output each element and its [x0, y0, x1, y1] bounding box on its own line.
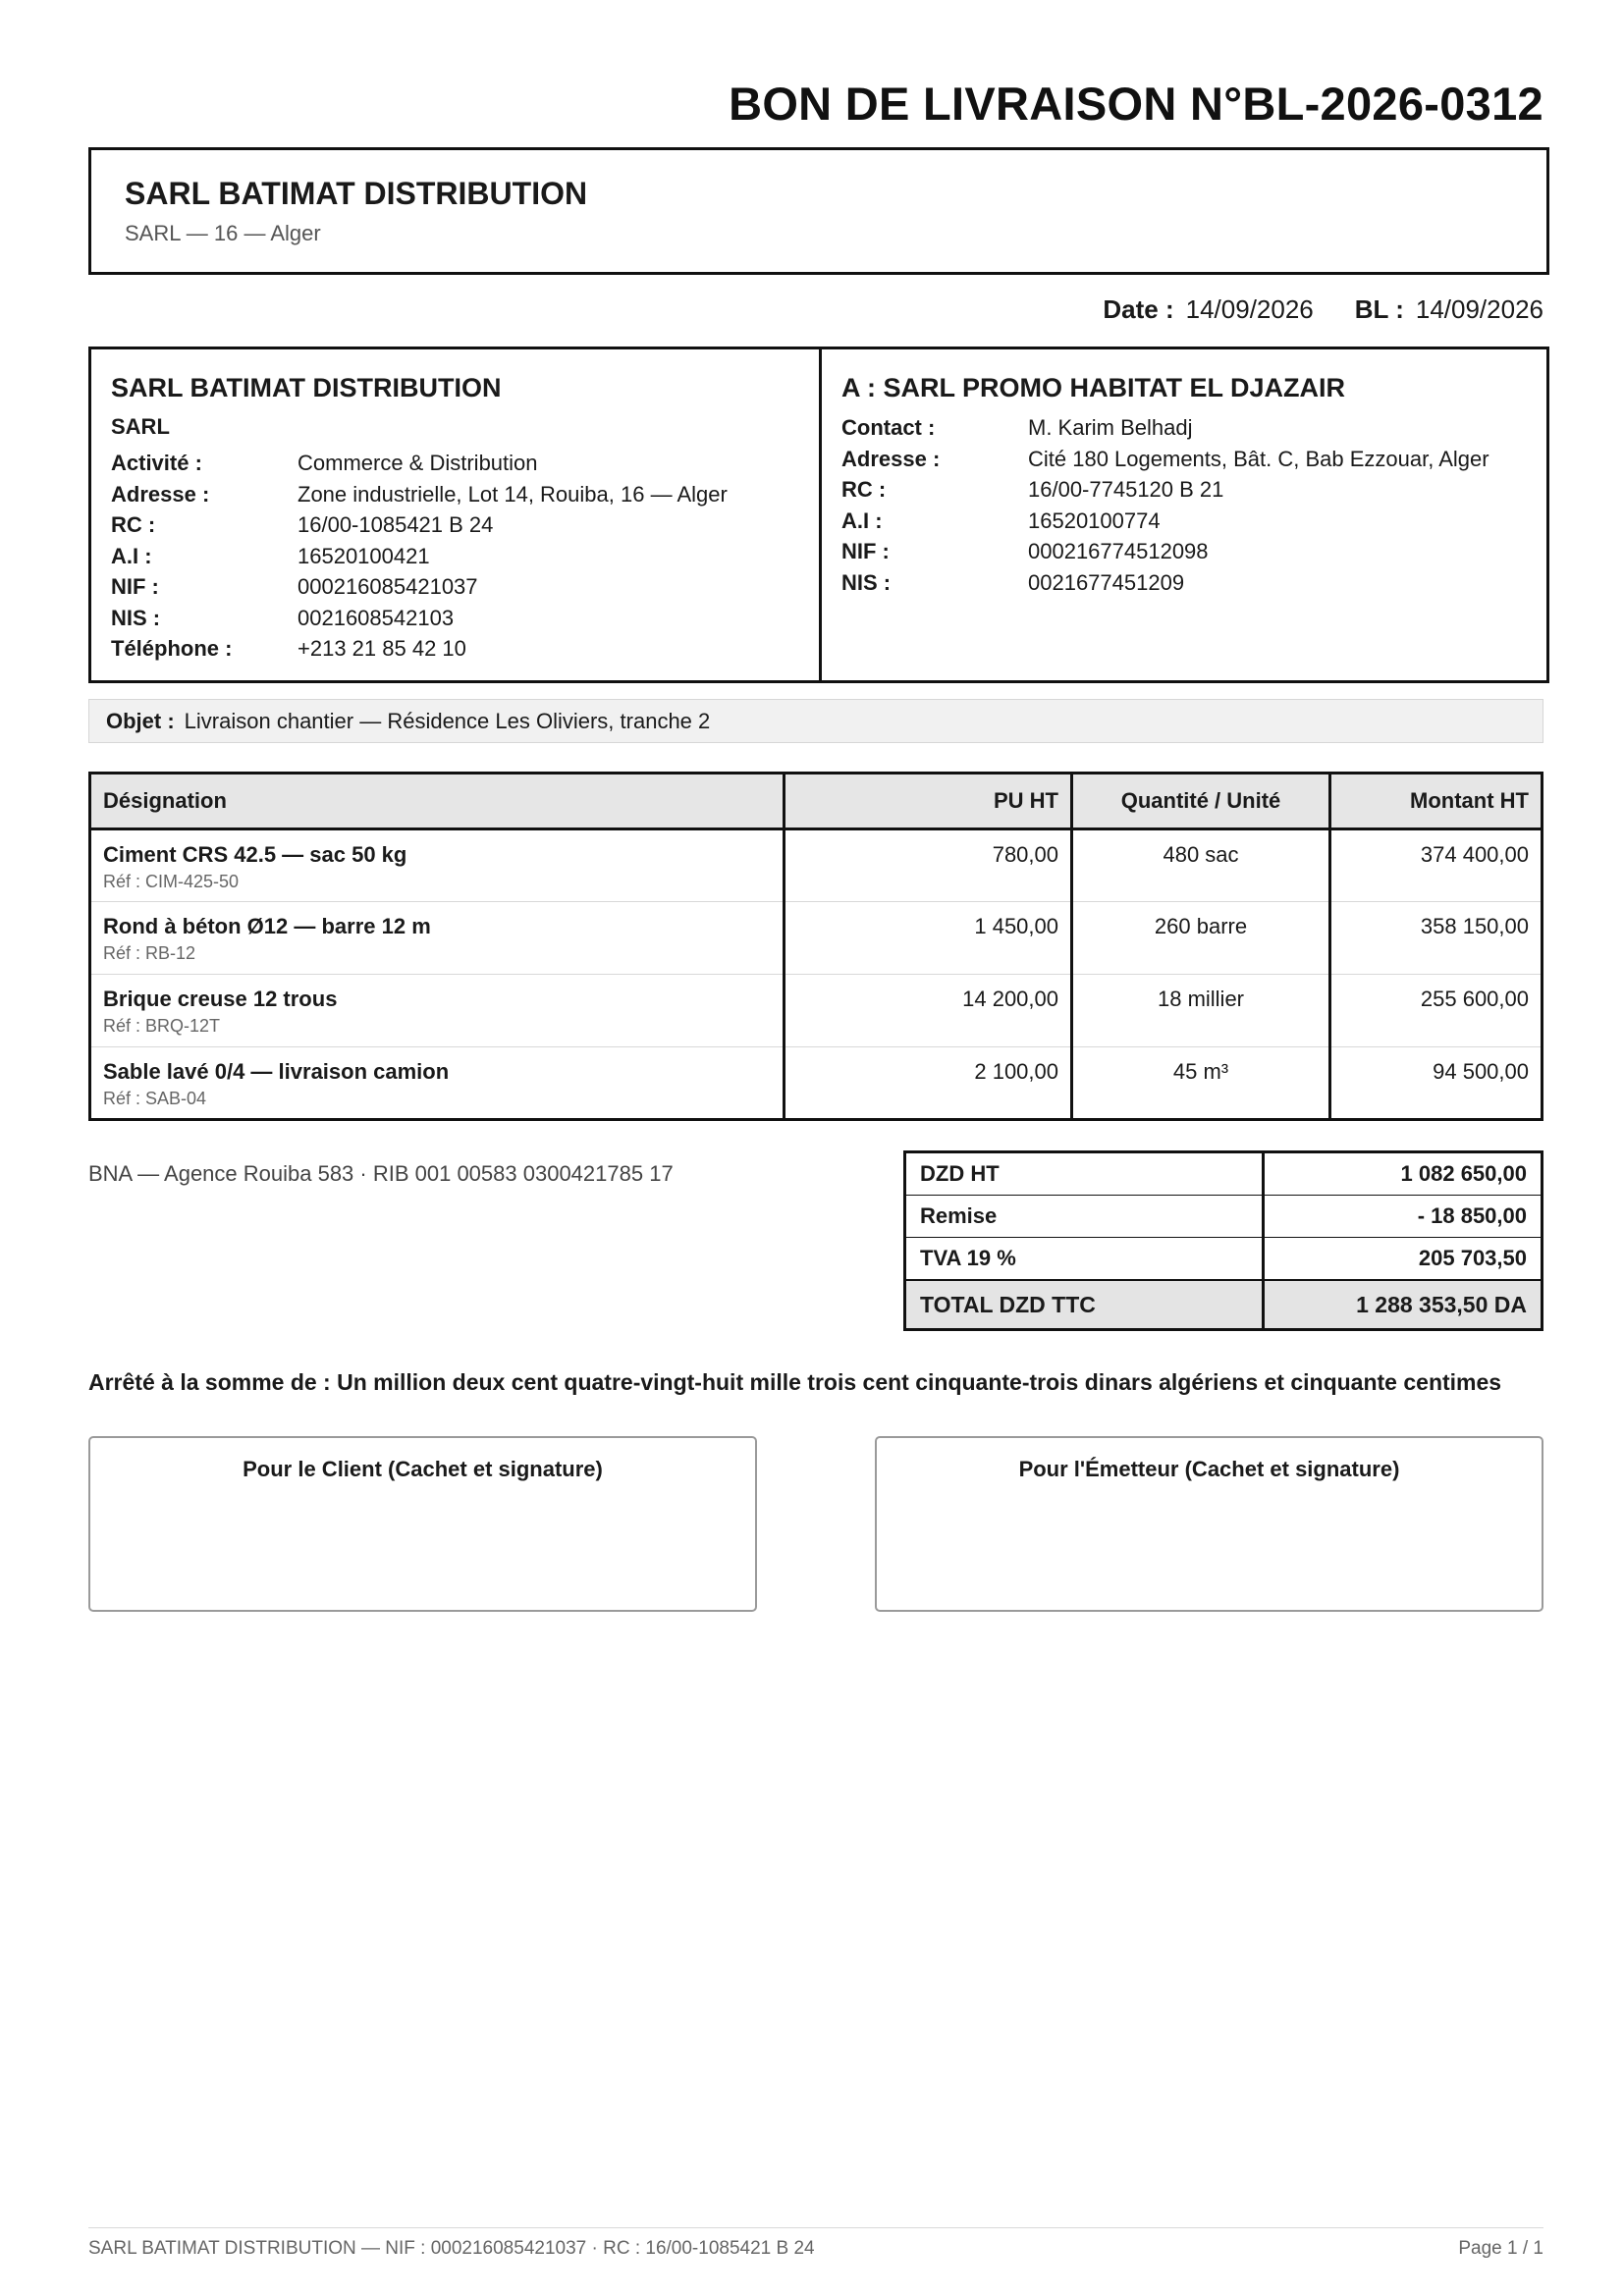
- table-row: [90, 829, 1543, 902]
- totals-label: DZD HT: [905, 1152, 1264, 1196]
- item-name: Brique creuse 12 trous: [103, 987, 338, 1011]
- issuer-field-activite: Activité : Commerce & Distribution: [111, 451, 538, 475]
- item-pu: 14 200,00: [785, 975, 1072, 1047]
- totals-row-tva: [905, 1238, 1543, 1281]
- item-name: Ciment CRS 42.5 — sac 50 kg: [103, 842, 407, 867]
- items-table: [88, 772, 1543, 1121]
- client-field-ai: A.I : 16520100774: [841, 507, 1161, 533]
- header-quantite: Quantité / Unité: [1072, 774, 1330, 829]
- item-amount: 374 400,00: [1330, 829, 1543, 902]
- client-field-nif: NIF : 000216774512098: [841, 539, 1209, 563]
- totals-value: - 18 850,00: [1264, 1196, 1543, 1238]
- issuer-name: SARL BATIMAT DISTRIBUTION: [111, 373, 502, 402]
- item-designation-cell: [90, 1047, 785, 1120]
- client-field-adresse: Adresse : Cité 180 Logements, Bât. C, Bab Ezzouar, Alger: [841, 446, 1489, 471]
- issuer-field-ai: A.I : 16520100421: [111, 543, 430, 568]
- date-line: [1103, 294, 1543, 325]
- issuer-header-name: SARL BATIMAT DISTRIBUTION: [125, 176, 588, 211]
- item-ref: Réf : RB-12: [103, 943, 196, 963]
- totals-row-ttc: [905, 1280, 1543, 1330]
- item-ref: Réf : CIM-425-50: [103, 872, 240, 891]
- item-designation-cell: [90, 829, 785, 902]
- footer-company-info: SARL BATIMAT DISTRIBUTION — NIF : 000216085421037 · RC : 16/00-1085421 B 24: [88, 2238, 815, 2259]
- issuer-details: [91, 349, 819, 680]
- bank-details: BNA — Agence Rouiba 583 · RIB 001 00583 0300421785 17: [88, 1161, 674, 1186]
- totals-table: [903, 1150, 1543, 1331]
- parties-block: [88, 347, 1549, 683]
- item-qty: 18 millier: [1072, 975, 1330, 1047]
- table-row: [90, 1047, 1543, 1120]
- client-details: [819, 349, 1546, 680]
- item-amount: 255 600,00: [1330, 975, 1543, 1047]
- emitter-signature-box: [875, 1436, 1543, 1612]
- table-row: [90, 902, 1543, 975]
- item-amount: 94 500,00: [1330, 1047, 1543, 1120]
- items-header-row: [90, 774, 1543, 829]
- client-name: A : SARL PROMO HABITAT EL DJAZAIR: [841, 373, 1345, 402]
- issuer-header-box: [88, 147, 1549, 275]
- item-designation-cell: [90, 975, 785, 1047]
- item-name: Sable lavé 0/4 — livraison camion: [103, 1059, 450, 1084]
- item-pu: 2 100,00: [785, 1047, 1072, 1120]
- totals-label: TVA 19 %: [905, 1238, 1264, 1281]
- issuer-field-rc: RC : 16/00-1085421 B 24: [111, 512, 494, 537]
- item-qty: 260 barre: [1072, 902, 1330, 975]
- document-title: BON DE LIVRAISON N°BL-2026-0312: [729, 78, 1543, 130]
- table-row: [90, 975, 1543, 1047]
- objet-bar: [88, 699, 1543, 743]
- amount-in-words: Arrêté à la somme de : Un million deux cent quatre-vingt-huit mille trois cent cinquante-trois dinars algériens et cinquante centimes: [88, 1369, 1502, 1395]
- issuer-field-nis: NIS : 0021608542103: [111, 605, 455, 630]
- item-ref: Réf : SAB-04: [103, 1089, 207, 1108]
- objet-label: Objet :: [106, 709, 175, 733]
- item-ref: Réf : BRQ-12T: [103, 1016, 221, 1036]
- header-designation: Désignation: [90, 774, 785, 829]
- header-montant-ht: Montant HT: [1330, 774, 1543, 829]
- emitter-signature-label: Pour l'Émetteur (Cachet et signature): [1018, 1457, 1400, 1481]
- date-value: 14/09/2026: [1185, 294, 1314, 324]
- item-qty: 45 m³: [1072, 1047, 1330, 1120]
- client-field-rc: RC : 16/00-7745120 B 21: [841, 477, 1224, 502]
- totals-value: 205 703,50: [1264, 1238, 1543, 1281]
- issuer-header-subtitle: SARL — 16 — Alger: [125, 221, 321, 245]
- issuer-legal-form: SARL: [111, 414, 170, 439]
- item-qty: 480 sac: [1072, 829, 1330, 902]
- item-amount: 358 150,00: [1330, 902, 1543, 975]
- client-field-contact: Contact : M. Karim Belhadj: [841, 415, 1193, 440]
- totals-value: 1 082 650,00: [1264, 1152, 1543, 1196]
- item-designation-cell: [90, 902, 785, 975]
- totals-row-remise: [905, 1196, 1543, 1238]
- client-field-nis: NIS : 0021677451209: [841, 569, 1185, 595]
- totals-value: 1 288 353,50 DA: [1264, 1280, 1543, 1330]
- totals-row-ht: [905, 1152, 1543, 1196]
- item-pu: 780,00: [785, 829, 1072, 902]
- footer-page-number: Page 1 / 1: [1458, 2238, 1543, 2259]
- totals-label: TOTAL DZD TTC: [905, 1280, 1264, 1330]
- totals-label: Remise: [905, 1196, 1264, 1238]
- bl-value: 14/09/2026: [1415, 294, 1543, 324]
- header-pu-ht: PU HT: [785, 774, 1072, 829]
- client-signature-box: [88, 1436, 757, 1612]
- issuer-field-adresse: Adresse : Zone industrielle, Lot 14, Rouiba, 16 — Alger: [111, 481, 728, 507]
- objet-value: Livraison chantier — Résidence Les Oliviers, tranche 2: [184, 709, 711, 733]
- bl-label: BL :: [1354, 294, 1404, 324]
- issuer-field-telephone: Téléphone : +213 21 85 42 10: [111, 636, 466, 661]
- date-label: Date :: [1103, 294, 1174, 324]
- item-pu: 1 450,00: [785, 902, 1072, 975]
- item-name: Rond à béton Ø12 — barre 12 m: [103, 914, 431, 938]
- footer-divider: [88, 2227, 1543, 2228]
- issuer-field-nif: NIF : 000216085421037: [111, 574, 478, 599]
- client-signature-label: Pour le Client (Cachet et signature): [243, 1457, 603, 1481]
